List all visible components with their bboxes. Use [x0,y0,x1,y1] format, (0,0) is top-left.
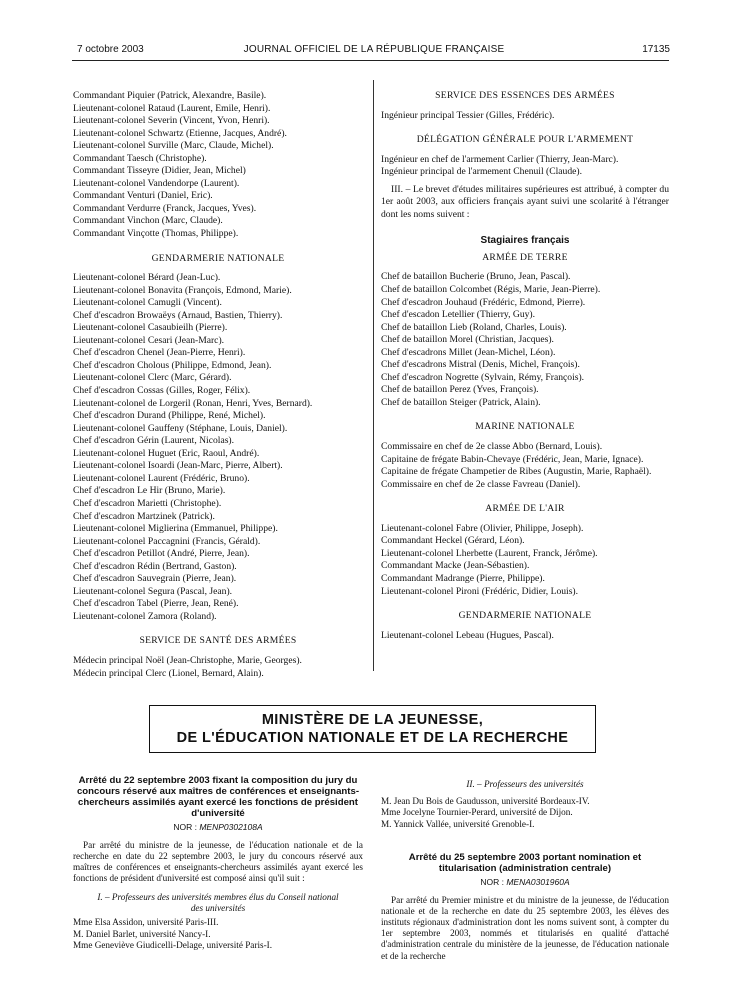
list-item: Mme Jocelyne Tournier-Perard, université de Dijon. [381,807,573,818]
list-item: M. Yannick Vallée, université Grenoble-I. [381,819,535,830]
list-item: Chef de bataillon Colcombet (Régis, Marie, Jean-Pierre). [381,284,601,296]
list-item: Lieutenant-colonel Lebeau (Hugues, Pascal). [381,629,554,641]
section-title-gendarmerie-right: GENDARMERIE NATIONALE [458,610,592,622]
list-item: Lieutenant-colonel Pironi (Frédéric, Didier, Louis). [381,585,579,597]
left-column [73,90,363,680]
sante-list [73,655,363,680]
arrete-1-nor [73,821,363,834]
list-item: Chef d'escadron Nogrette (Sylvain, Rémy, François). [381,371,585,383]
list-item: Lieutenant-colonel Segura (Pascal, Jean). [73,585,233,597]
list-item: Lieutenant-colonel de Lorgeril (Ronan, Henri, Yves, Bernard). [73,397,313,409]
list-item: Lieutenant-colonel Clerc (Marc, Gérard). [73,372,232,384]
list-item: Lieutenant-colonel Bérard (Jean-Luc). [73,272,221,284]
arrete-1-members-1 [73,917,363,951]
list-item: Lieutenant-colonel Paccagnini (Francis, Gérald). [73,535,261,547]
list-item: Chef d'escadron Sauvegrain (Pierre, Jean). [73,573,237,585]
list-item: Chef de bataillon Perez (Yves, François). [381,384,539,396]
list-item: Lieutenant-colonel Isoardi (Jean-Marc, Pierre, Albert). [73,460,283,472]
list-item: Chef d'escadron Martzinek (Patrick). [73,510,215,522]
list-item: Lieutenant-colonel Bonavita (François, Edmond, Marie). [73,284,292,296]
list-item: Chef d'escadron Cholous (Philippe, Edmond, Jean). [73,359,272,371]
list-item: Commandant Venturi (Daniel, Eric). [73,190,213,202]
list-item: Chef d'escadron Le Hir (Bruno, Marie). [73,485,226,497]
arrete-1-subheading-2: II. – Professeurs des universités [466,779,584,789]
list-item: Lieutenant-colonel Lherbette (Laurent, Franck, Jérôme). [381,547,598,559]
section-title-sante: SERVICE DE SANTÉ DES ARMÉES [139,635,297,647]
list-item: M. Jean Du Bois de Gaudusson, université Bordeaux-IV. [381,795,590,806]
list-item: Lieutenant-colonel Casaubieilh (Pierre). [73,322,228,334]
list-item: Commandant Heckel (Gérard, Léon). [381,535,525,547]
air-list [381,523,669,598]
list-item: Chef d'escadron Marietti (Christophe). [73,497,222,509]
essences-list [381,110,669,123]
list-item: Commandant Macke (Jean-Sébastien). [381,560,530,572]
gendarmerie-list [73,272,363,623]
arrete-1-members-2 [381,796,669,831]
header-page-number: 17135 [642,44,670,55]
list-item: Chef d'escadron Browaëys (Arnaud, Bastien, Thierry). [73,309,283,321]
list-item: Capitaine de frégate Babin-Chevaye (Frédéric, Jean, Marie, Ignace). [381,453,644,465]
section-title-air: ARMÉE DE L'AIR [485,503,565,515]
list-item: Commandant Vinçotte (Thomas, Philippe). [73,228,239,240]
list-item: Chef d'escadron Durand (Philippe, René, Michel). [73,410,266,422]
list-item: M. Daniel Barlet, université Nancy-I. [73,928,211,939]
arrete-2-body: Par arrêté du Premier ministre et du ministre de la jeunesse, de l'éducation nationale et de la recherche en date du 25 septembre 2003, les élèves des instituts régionaux d'administration dont les noms suivent sont, à compter du 1er septembre 2003, nommés et titularisés en qualité d'attaché d'administration centrale du ministère de la jeunesse, de l'éducation nationale et de la recherche [381,894,669,961]
list-item: Lieutenant-colonel Zamora (Roland). [73,610,217,622]
stagiaires-title: Stagiaires français [480,235,570,247]
list-item: Chef d'escadron Petillot (André, Pierre, Jean). [73,548,250,560]
arrete-2-nor [381,876,669,889]
arrete-1 [73,775,363,951]
list-item: Lieutenant-colonel Huguet (Eric, Raoul, André). [73,447,260,459]
list-item: Lieutenant-colonel Severin (Vincent, Yvon, Henri). [73,115,270,127]
list-item: Chef d'escadron Tabel (Pierre, Jean, René). [73,598,239,610]
list-item: Chef de bataillon Lieb (Roland, Charles, Louis). [381,321,567,333]
section-title-marine: MARINE NATIONALE [475,421,575,433]
arrete-1-continued [381,778,669,831]
header-date: 7 octobre 2003 [77,44,144,55]
list-item: Lieutenant-colonel Schwartz (Etienne, Jacques, André). [73,127,287,139]
section-title-essences: SERVICE DES ESSENCES DES ARMÉES [435,90,615,101]
ministry-heading-box [149,705,596,753]
nor-label: NOR : [480,877,504,887]
nor-value: MENP0302108A [199,822,263,832]
column-divider [373,80,374,671]
brevet-paragraph: III. – Le brevet d'études militaires supérieures est attribué, à compter du 1er août 2003, aux officiers français ayant suivi une scolarité à l'étranger dont les noms suivent : [381,183,669,220]
list-item: Chef d'escadrons Millet (Jean-Michel, Léon). [381,346,556,358]
header-journal-title: JOURNAL OFFICIEL DE LA RÉPUBLIQUE FRANÇAISE [243,44,505,55]
list-item: Ingénieur principal de l'armement Chenuil (Claude). [381,166,582,178]
nor-value: MENA0301960A [506,877,570,887]
section-title-dga: DÉLÉGATION GÉNÉRALE POUR L'ARMEMENT [416,134,634,146]
list-item: Chef d'escadron Chenel (Jean-Pierre, Henri). [73,347,246,359]
list-item: Lieutenant-colonel Gauffeny (Stéphane, Louis, Daniel). [73,422,288,434]
header-rule [72,60,669,61]
terre-list [381,271,669,409]
list-item: Lieutenant-colonel Vandendorpe (Laurent). [73,177,240,189]
ministry-line-2: DE L'ÉDUCATION NATIONALE ET DE LA RECHERCHE [176,730,569,746]
list-item: Lieutenant-colonel Cesari (Jean-Marc). [73,334,225,346]
ministry-line-1: MINISTÈRE DE LA JEUNESSE, [261,712,484,728]
list-item: Ingénieur en chef de l'armement Carlier (Thierry, Jean-Marc). [381,153,619,165]
list-item: Lieutenant-colonel Fabre (Olivier, Philippe, Joseph). [381,522,584,534]
list-item: Ingénieur principal Tessier (Gilles, Frédéric). [381,109,555,121]
section-title-gendarmerie: GENDARMERIE NATIONALE [151,252,285,264]
list-item: Chef d'escadrons Mistral (Denis, Michel, François). [381,359,580,371]
list-item: Lieutenant-colonel Miglierina (Emmanuel, Philippe). [73,523,278,535]
arrete-1-body: Par arrêté du ministre de la jeunesse, de l'éducation nationale et de la recherche en date du 22 septembre 2003, le jury du concours réservé aux maîtres de conférences et enseignants-chercheurs assimilés ayant exercé les fonctions de président d'université est composé ainsi qu'il suit : [73,839,363,884]
list-item: Chef de bataillon Bucherie (Bruno, Jean, Pascal). [381,271,571,283]
list-item: Commissaire en chef de 2e classe Favreau (Daniel). [381,478,581,490]
list-item: Capitaine de frégate Champetier de Ribes (Augustin, Marie, Raphaël). [381,466,652,478]
arrete-2-title: Arrêté du 25 septembre 2003 portant nomination et titularisation (administration centrale) [408,852,642,874]
page-header [0,44,748,58]
list-item: Chef d'escadon Letellier (Thierry, Guy). [381,309,536,321]
list-item: Lieutenant-colonel Laurent (Frédéric, Bruno). [73,472,250,484]
list-item: Médecin principal Clerc (Lionel, Bernard, Alain). [73,667,264,679]
section-title-terre: ARMÉE DE TERRE [482,251,568,263]
arrete-2 [381,852,669,962]
gendarmerie-right-list [381,630,669,643]
list-item: Médecin principal Noël (Jean-Christophe, Marie, Georges). [73,654,302,666]
list-item: Commissaire en chef de 2e classe Abbo (Bernard, Louis). [381,441,603,453]
officer-list-top [73,90,363,241]
list-item: Mme Geneviève Giudicelli-Delage, université Paris-I. [73,939,272,950]
list-item: Commandant Verdurre (Franck, Jacques, Yves). [73,202,257,214]
arrete-1-title: Arrêté du 22 septembre 2003 fixant la composition du jury du concours réservé aux maîtres de conférences et enseignants-chercheurs assimilés ayant exercé les fonctions de président d'université [76,775,360,819]
list-item: Lieutenant-colonel Camugli (Vincent). [73,297,222,309]
dga-list [381,154,669,179]
list-item: Chef d'escadron Cossas (Gilles, Roger, Félix). [73,385,251,397]
list-item: Commandant Madrange (Pierre, Philippe). [381,572,545,584]
list-item: Lieutenant-colonel Surville (Marc, Claude, Michel). [73,140,274,152]
list-item: Chef d'escadron Rédin (Bertrand, Gaston). [73,560,237,572]
list-item: Commandant Piquier (Patrick, Alexandre, Basile). [73,90,267,101]
list-item: Lieutenant-colonel Rataud (Laurent, Emile, Henri). [73,102,271,114]
list-item: Chef de bataillon Steiger (Patrick, Alain). [381,396,541,408]
marine-list [381,441,669,491]
nor-label: NOR : [173,822,197,832]
list-item: Chef de bataillon Morel (Christian, Jacques). [381,334,554,346]
list-item: Commandant Vinchon (Marc, Claude). [73,215,223,227]
list-item: Chef d'escadron Jouhaud (Frédéric, Edmond, Pierre). [381,296,586,308]
arrete-1-subheading-1: I. – Professeurs des universités membres élus du Conseil national des universités [97,892,339,913]
list-item: Commandant Tisseyre (Didier, Jean, Michel) [73,165,246,177]
list-item: Commandant Taesch (Christophe). [73,152,207,164]
list-item: Chef d'escadron Gérin (Laurent, Nicolas). [73,435,235,447]
right-column [381,80,669,642]
list-item: Mme Elsa Assidon, université Paris-III. [73,917,219,928]
